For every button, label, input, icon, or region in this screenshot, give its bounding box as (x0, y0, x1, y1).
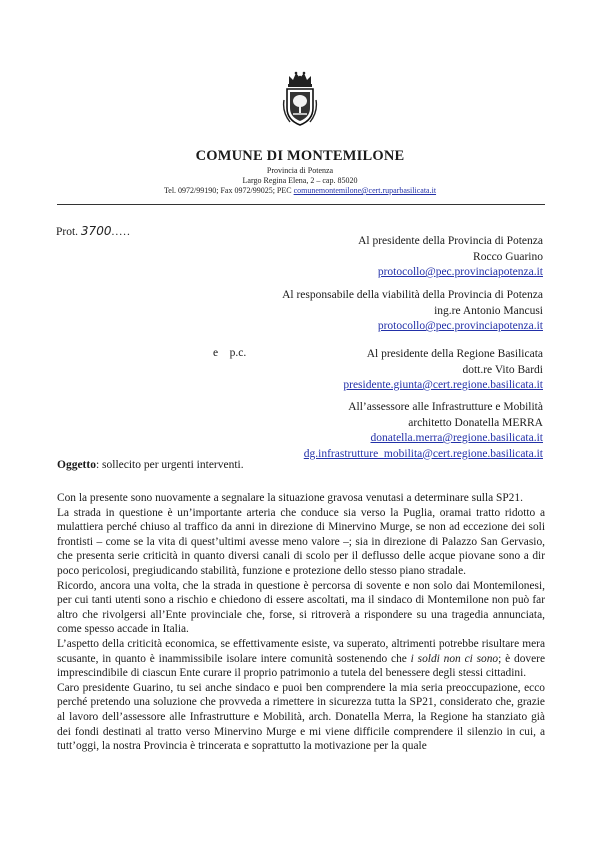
body-paragraph: Ricordo, ancora una volta, che la strada in questione è percorsa di sovente e non solo dai Montemilonesi, per cui tanti utenti sono a rischio e chiedono di essere ascoltati, ma il sindaco di Montemilone non può far altro che rivolgersi all’Ente provinciale che, forse, si ritroverà a rispondere su una tragedia annunciata, come spesso accade in Italia. (57, 579, 545, 636)
addressee-email[interactable]: protocollo@pec.provinciapotenza.it (377, 266, 543, 278)
addressee-title: Al responsabile della viabilità della Provincia di Potenza (282, 289, 543, 301)
addressee-block (358, 234, 543, 281)
subject-label: Oggetto (57, 459, 96, 471)
subject-line (57, 459, 244, 471)
contact-line (0, 186, 600, 195)
body-emphasis: i soldi non ci sono (410, 652, 499, 665)
addressee-block (304, 400, 543, 462)
address-line: Largo Regina Elena, 2 – cap. 85020 (242, 176, 358, 185)
protocol-label: Prot. (56, 226, 81, 238)
addressee-name: ing.re Antonio Mancusi (434, 304, 543, 317)
municipality-name: COMUNE DI MONTEMILONE (195, 148, 405, 164)
addressee-block (343, 347, 543, 394)
addressee-block (282, 288, 543, 335)
body-paragraph (57, 637, 545, 681)
addressee-email[interactable]: donatella.merra@regione.basilicata.it (370, 432, 543, 444)
body-text: L’aspetto della criticità economica, se effettivamente esiste, va superato, altrimenti potrebbe risultare mera scusante, in quanto è inammissibile isolare intere comunità sostenendo che (57, 637, 545, 665)
body-paragraph: Caro presidente Guarino, tu sei anche sindaco e puoi ben comprendere la mia seria preoccupazione, ecco perché pretendo una soluzione che provveda a rimettere in sicurezza tutta la SP21, considerato che, grazie al lavoro dell’assessore alle Infrastrutture e Mobilità, arch. Donatella Merra, la Regione ha stanziato già dei fondi destinati al tratto verso Minervino Murge e mi viene difficile comprendere il silenzio in cui, a tutt’oggi, la nostra Provincia è trincerata e soprattutto la motivazione per la quale (57, 681, 545, 753)
addressee-email[interactable]: protocollo@pec.provinciapotenza.it (377, 320, 543, 332)
addressee-title: Al presidente della Regione Basilicata (366, 348, 543, 360)
protocol-value: 3700 (80, 224, 112, 238)
protocol-dots: ..... (111, 226, 131, 238)
addressee-name: Rocco Guarino (473, 250, 543, 263)
copy-to-label: e p.c. (213, 347, 247, 359)
body-paragraph: La strada in questione è un’importante arteria che conduce sia verso la Puglia, oramai tratto ridotto a mulattiera perché chiuso al traffico da anni in direzione di Minervino Murge, se non ad eccezione dei soli frontisti – come se la vita di quest’ultimi avesse meno valore –; sia in direzione di Palazzo San Gervasio, che presenta serie criticità in quanto diversi canali di scolo per il deflusso delle acque piovane sono a dir poco pericolosi, pregiudicando stabilità, funzione e protezione dello stesso piano stradale. (57, 506, 545, 577)
subject-text: : sollecito per urgenti interventi. (95, 459, 244, 471)
protocol-number (56, 224, 131, 238)
addressee-name: architetto Donatella MERRA (408, 416, 543, 429)
header-divider (57, 204, 545, 205)
addressee-title: Al presidente della Provincia di Potenza (358, 235, 543, 247)
phone-fax: Tel. 0972/99190; Fax 0972/99025; PEC (163, 186, 294, 195)
municipal-crest-icon (282, 70, 318, 128)
addressee-title: All’assessore alle Infrastrutture e Mobilità (348, 401, 543, 413)
province-line: Provincia di Potenza (266, 166, 334, 175)
addressee-email[interactable]: presidente.giunta@cert.regione.basilicata.it (343, 379, 543, 391)
letter-body (57, 491, 545, 754)
body-text: ; è dovere imprescindibile di ciascun Ente curare il proprio patrimonio a tutela del benessere degli stessi cittadini. (57, 652, 546, 680)
body-paragraph: Con la presente sono nuovamente a segnalare la situazione gravosa venutasi a determinare sulla SP21. (57, 492, 523, 504)
pec-link[interactable]: comunemontemilone@cert.ruparbasilicata.it (293, 186, 437, 195)
addressee-email-secondary[interactable]: dg.infrastrutture_mobilita@cert.regione.basilicata.it (303, 447, 543, 460)
addressee-name: dott.re Vito Bardi (462, 363, 543, 376)
